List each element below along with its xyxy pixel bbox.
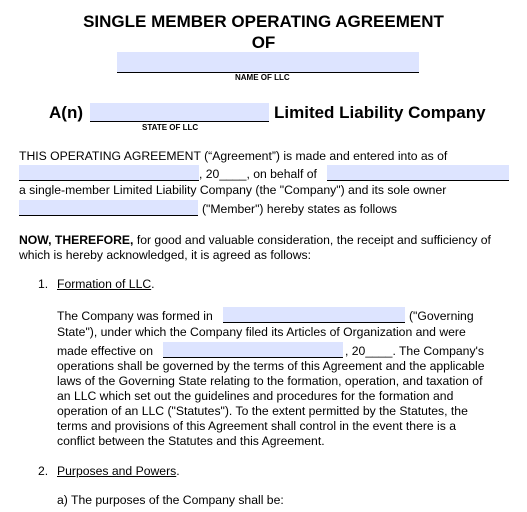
intro-line-1: THIS OPERATING AGREEMENT (“Agreement”) is made and entered into as of — [19, 149, 448, 163]
section-2-heading — [57, 464, 180, 478]
document-title-of: OF — [251, 33, 276, 52]
llc-type-label: Limited Liability Company — [274, 103, 486, 122]
section-1-p1-end: ("Governing — [409, 309, 474, 323]
section-1-line-2: laws of the Governing State relating to the formation, operation, and taxation of — [57, 374, 483, 388]
state-caption: STATE OF LLC — [142, 123, 199, 132]
section-1-heading-tail: . — [151, 277, 155, 291]
intro-line-3: a single-member Limited Liability Company (the "Company") and its sole owner — [19, 183, 447, 197]
section-1-p1-start: The Company was formed in — [57, 309, 213, 323]
llc-name-caption: NAME OF LLC — [235, 73, 290, 82]
section-1-p2: State"), under which the Company filed its Articles of Organization and were — [57, 325, 466, 339]
intro-line-4: ("Member") hereby states as follows — [202, 202, 397, 216]
section-2-heading-text: Purposes and Powers — [57, 464, 177, 478]
section-1-line-5: terms and provisions of this Agreement shall control in the event there is a — [57, 419, 457, 433]
agreement-date-field[interactable] — [19, 165, 199, 181]
on-behalf-of-field[interactable] — [327, 165, 509, 181]
document-title: SINGLE MEMBER OPERATING AGREEMENT — [83, 12, 444, 31]
section-1-number: 1. — [38, 277, 49, 291]
an-label: A(n) — [49, 103, 83, 122]
now-therefore-bold: NOW, THEREFORE, — [19, 233, 134, 247]
member-name-field[interactable] — [19, 200, 198, 216]
section-1-p3-end: , 20____. The Company's — [345, 344, 484, 358]
governing-state-field[interactable] — [223, 307, 405, 323]
section-1-line-3: an LLC which set out the guidelines and procedures for the formation and — [57, 389, 454, 403]
state-field[interactable] — [90, 103, 269, 122]
effective-date-field[interactable] — [163, 342, 343, 358]
section-1-line-1: operations shall be governed by the terms of this Agreement and the applicable — [57, 359, 485, 373]
now-therefore-line-1 — [19, 233, 491, 247]
section-1-line-6: conflict between the Statutes and this Agreement. — [57, 434, 325, 448]
section-1-heading — [57, 277, 155, 291]
section-2-item-a: a) The purposes of the Company shall be: — [57, 493, 284, 507]
now-therefore-rest: for good and valuable consideration, the receipt and sufficiency of — [133, 233, 491, 247]
llc-name-field[interactable] — [117, 52, 419, 73]
section-2-number: 2. — [38, 464, 49, 478]
section-1-line-4: operation of an LLC ("Statutes"). To the extent permitted by the Statutes, the — [57, 404, 468, 418]
section-1-heading-text: Formation of LLC — [57, 277, 152, 291]
section-2-heading-tail: . — [176, 464, 180, 478]
now-therefore-line-2: which is hereby acknowledged, it is agreed as follows: — [19, 248, 311, 262]
intro-line-2: , 20____, on behalf of — [199, 167, 317, 181]
section-1-p3-start: made effective on — [57, 344, 153, 358]
